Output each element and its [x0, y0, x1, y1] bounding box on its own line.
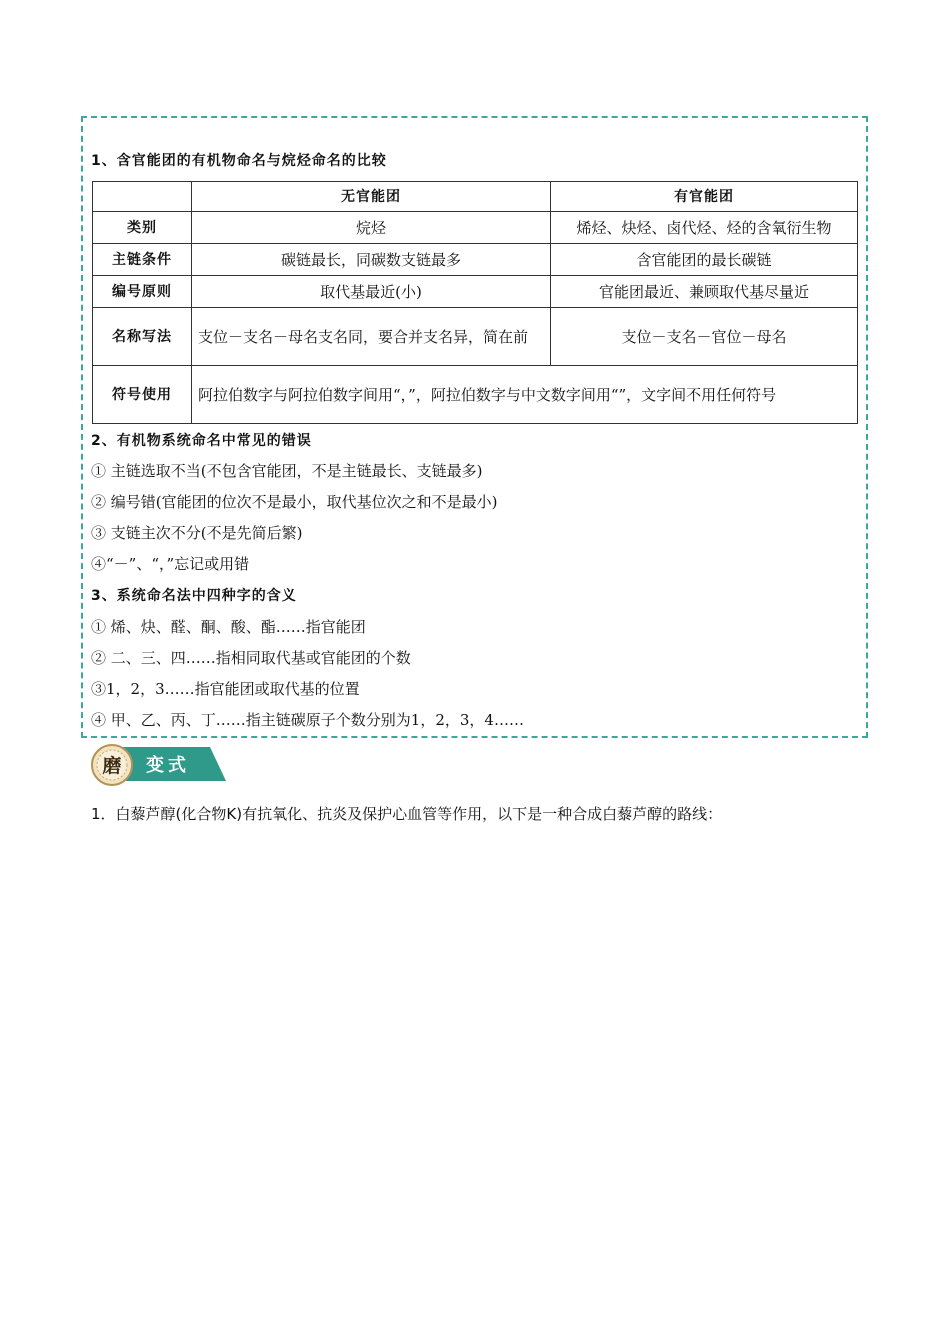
section-heading-1: 1、含官能团的有机物命名与烷烃命名的比较 — [91, 153, 387, 169]
error-item: ② 编号错(官能团的位次不是最小，取代基位次之和不是最小) — [91, 493, 498, 511]
meaning-item: ① 烯、炔、醛、酮、酸、酯……指官能团 — [91, 618, 366, 636]
table-row — [93, 212, 858, 244]
error-item: ④“－”、“，”忘记或用错 — [91, 555, 250, 573]
table-cell: 含官能团的最长碳链 — [551, 244, 858, 276]
error-item: ① 主链选取不当(不包含官能团，不是主链最长、支链最多) — [91, 462, 483, 480]
variant-badge — [90, 743, 230, 787]
question-text: 1．白藜芦醇(化合物K)有抗氧化、抗炎及保护心血管等作用，以下是一种合成白藜芦醇的路线： — [91, 805, 723, 823]
badge-label: 变式 — [146, 755, 190, 776]
meaning-item: ③1，2，3……指官能团或取代基的位置 — [91, 680, 360, 698]
table-cell: 阿拉伯数字与阿拉伯数字间用“，”，阿拉伯数字与中文数字间用“”，文字间不用任何符号 — [192, 366, 858, 424]
badge-icon-char: 磨 — [102, 755, 122, 777]
meaning-item: ④ 甲、乙、丙、丁……指主链碳原子个数分别为1，2，3，4…… — [91, 711, 524, 729]
table-cell: 碳链最长，同碳数支链最多 — [192, 244, 551, 276]
row-label: 类别 — [93, 212, 192, 244]
table-header-cell: 无官能团 — [192, 182, 551, 212]
table-header-row — [93, 182, 858, 212]
table-cell: 烷烃 — [192, 212, 551, 244]
table-cell: 取代基最近(小) — [192, 276, 551, 308]
table-row — [93, 308, 858, 366]
table-cell: 支位－支名－母名支名同，要合并支名异，简在前 — [192, 308, 551, 366]
table-row — [93, 366, 858, 424]
table-header-cell: 有官能团 — [551, 182, 858, 212]
table-cell: 烯烃、炔烃、卤代烃、烃的含氧衍生物 — [551, 212, 858, 244]
row-label: 名称写法 — [93, 308, 192, 366]
section-heading-3: 3、系统命名法中四种字的含义 — [91, 588, 297, 604]
table-row — [93, 244, 858, 276]
comparison-table — [92, 181, 858, 424]
meaning-item: ② 二、三、四……指相同取代基或官能团的个数 — [91, 649, 411, 667]
section-heading-2: 2、有机物系统命名中常见的错误 — [91, 433, 312, 449]
error-item: ③ 支链主次不分(不是先简后繁) — [91, 524, 303, 542]
row-label: 符号使用 — [93, 366, 192, 424]
table-row — [93, 276, 858, 308]
table-cell: 支位－支名－官位－母名 — [551, 308, 858, 366]
row-label: 主链条件 — [93, 244, 192, 276]
row-label: 编号原则 — [93, 276, 192, 308]
table-cell: 官能团最近、兼顾取代基尽量近 — [551, 276, 858, 308]
table-header-cell — [93, 182, 192, 212]
